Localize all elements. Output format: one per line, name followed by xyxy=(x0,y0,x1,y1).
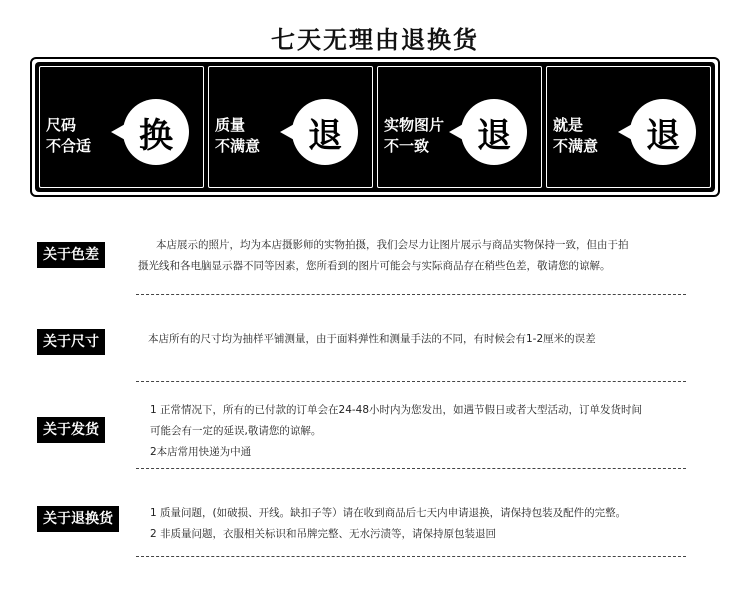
text-line: 可能会有一定的延误,敬请您的谅解。 xyxy=(150,425,322,437)
panel-label: 质量 不满意 xyxy=(215,116,261,155)
section-tag-size: 关于尺寸 xyxy=(37,329,105,355)
bubble-char: 退 xyxy=(477,115,511,156)
speech-bubble-icon xyxy=(292,99,358,165)
panel-mismatch-return xyxy=(377,66,542,188)
text-line: 摄光线和各电脑显示器不同等因素，您所看到的图片可能会与实际商品存在稍些色差，敬请您的谅解。 xyxy=(138,260,611,272)
text-line: 1 质量问题，(如破损、开线。缺扣子等）请在收到商品后七天内申请退换，请保持包装及配件的完整。 xyxy=(150,507,627,519)
dashed-divider xyxy=(136,556,686,557)
page-title: 七天无理由退换货 xyxy=(271,26,479,54)
dashed-divider xyxy=(136,468,686,469)
section-tag-returns: 关于退换货 xyxy=(37,506,119,532)
section-tag-color: 关于色差 xyxy=(37,242,105,268)
panel-quality-return xyxy=(208,66,373,188)
panel-label: 就是 不满意 xyxy=(553,116,599,155)
section-text-returns xyxy=(150,503,710,545)
panel-label: 尺码 不合适 xyxy=(46,116,92,155)
banner-panels xyxy=(35,62,715,192)
dashed-divider xyxy=(136,294,686,295)
panel-label: 实物图片 不一致 xyxy=(384,116,445,155)
section-text-color xyxy=(138,235,698,277)
text-line: 本店所有的尺寸均为抽样平铺测量，由于面料弹性和测量手法的不同，有时候会有1-2厘米的误差 xyxy=(148,333,596,345)
return-policy-banner xyxy=(30,57,720,197)
dashed-divider xyxy=(136,381,686,382)
panel-size-exchange xyxy=(39,66,204,188)
bubble-char: 退 xyxy=(646,115,680,156)
section-text-size xyxy=(148,329,708,350)
speech-bubble-icon xyxy=(461,99,527,165)
speech-bubble-icon xyxy=(630,99,696,165)
bubble-char: 换 xyxy=(139,115,173,156)
section-tag-shipping: 关于发货 xyxy=(37,417,105,443)
text-line: 2本店常用快递为中通 xyxy=(150,446,252,458)
panel-unsatisfied-return xyxy=(546,66,711,188)
text-line: 1 正常情况下，所有的已付款的订单会在24-48小时内为您发出，如遇节假日或者大型活动，订单发货时间 xyxy=(150,404,643,416)
speech-bubble-icon xyxy=(123,99,189,165)
section-text-shipping xyxy=(150,400,710,463)
text-line: 本店展示的照片，均为本店摄影师的实物拍摄，我们会尽力让图片展示与商品实物保持一致，但由于拍 xyxy=(156,239,629,251)
bubble-char: 退 xyxy=(308,115,342,156)
text-line: 2 非质量问题，衣服相关标识和吊牌完整、无水污渍等，请保持原包装退回 xyxy=(150,528,497,540)
